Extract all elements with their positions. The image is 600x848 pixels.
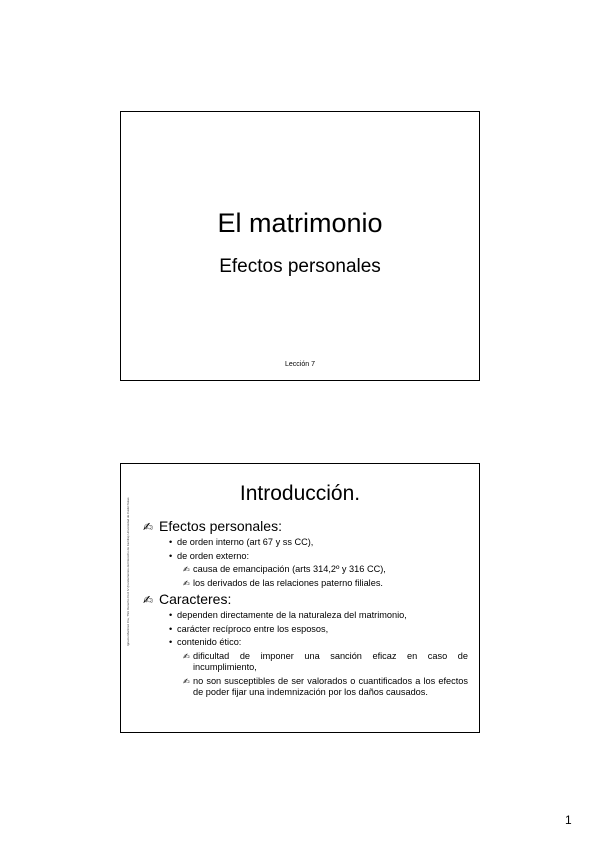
slide-title: Introducción. (239, 482, 361, 505)
bullet-dot: • (169, 537, 173, 547)
writing-hand-icon: ✍ (143, 593, 154, 607)
writing-hand-icon: ✍ (183, 565, 190, 574)
list-item-text: de orden interno (art 67 y ss CC), (177, 537, 314, 547)
list-item (169, 537, 473, 549)
bullet-dot: • (169, 550, 173, 561)
title-slide (120, 111, 480, 381)
slide-content (143, 518, 473, 701)
writing-hand-icon: ✍ (183, 578, 190, 588)
list-item-text: de orden externo: (177, 550, 250, 561)
sub-list-item (183, 564, 468, 576)
slide-title: El matrimonio (217, 208, 383, 238)
slide-subtitle: Efectos personales (219, 256, 381, 277)
sub-list-item (183, 676, 468, 699)
section-heading-text: Efectos personales: (159, 518, 282, 534)
list-item-text: contenido ético: (177, 637, 242, 647)
section-heading-text: Caracteres: (159, 591, 232, 607)
sub-list-item (183, 578, 468, 590)
writing-hand-icon: ✍ (183, 651, 190, 661)
list-item (169, 551, 473, 563)
list-item (169, 610, 473, 622)
bullet-dot: • (169, 637, 173, 647)
writing-hand-icon: ✍ (143, 520, 154, 534)
section-heading (143, 591, 473, 607)
sub-list-item-text: dificultad de imponer una sanción eficaz en caso de incumplimiento, (193, 650, 468, 672)
list-item-text: dependen directamente de la naturaleza del matrimonio, (177, 610, 407, 620)
sub-list-item-text: los derivados de las relaciones paterno filiales. (193, 577, 383, 588)
sub-list-item-text: causa de emancipación (arts 314,2º y 316 CC), (193, 564, 386, 574)
list-item-text: carácter recíproco entre los esposos, (177, 623, 329, 634)
sub-list-item-text: no son susceptibles de ser valorados o cuantificados a los efectos de poder fijar una indemnización por los daños causados. (193, 675, 468, 697)
list-item (169, 624, 473, 636)
bullet-dot: • (169, 610, 173, 620)
side-note: Ignacio Martínez Cía, TSU Derecho Civil IV (Fundamentos del Derecho de Familia) Universidad de Cádiz Notas (126, 497, 130, 646)
list-item (169, 637, 473, 649)
page-number: 1 (565, 813, 572, 827)
sub-list-item (183, 651, 468, 674)
lesson-label: Lección 7 (285, 361, 315, 368)
writing-hand-icon: ✍ (183, 676, 190, 686)
intro-slide (120, 463, 480, 733)
section-heading (143, 518, 473, 534)
bullet-dot: • (169, 623, 173, 634)
